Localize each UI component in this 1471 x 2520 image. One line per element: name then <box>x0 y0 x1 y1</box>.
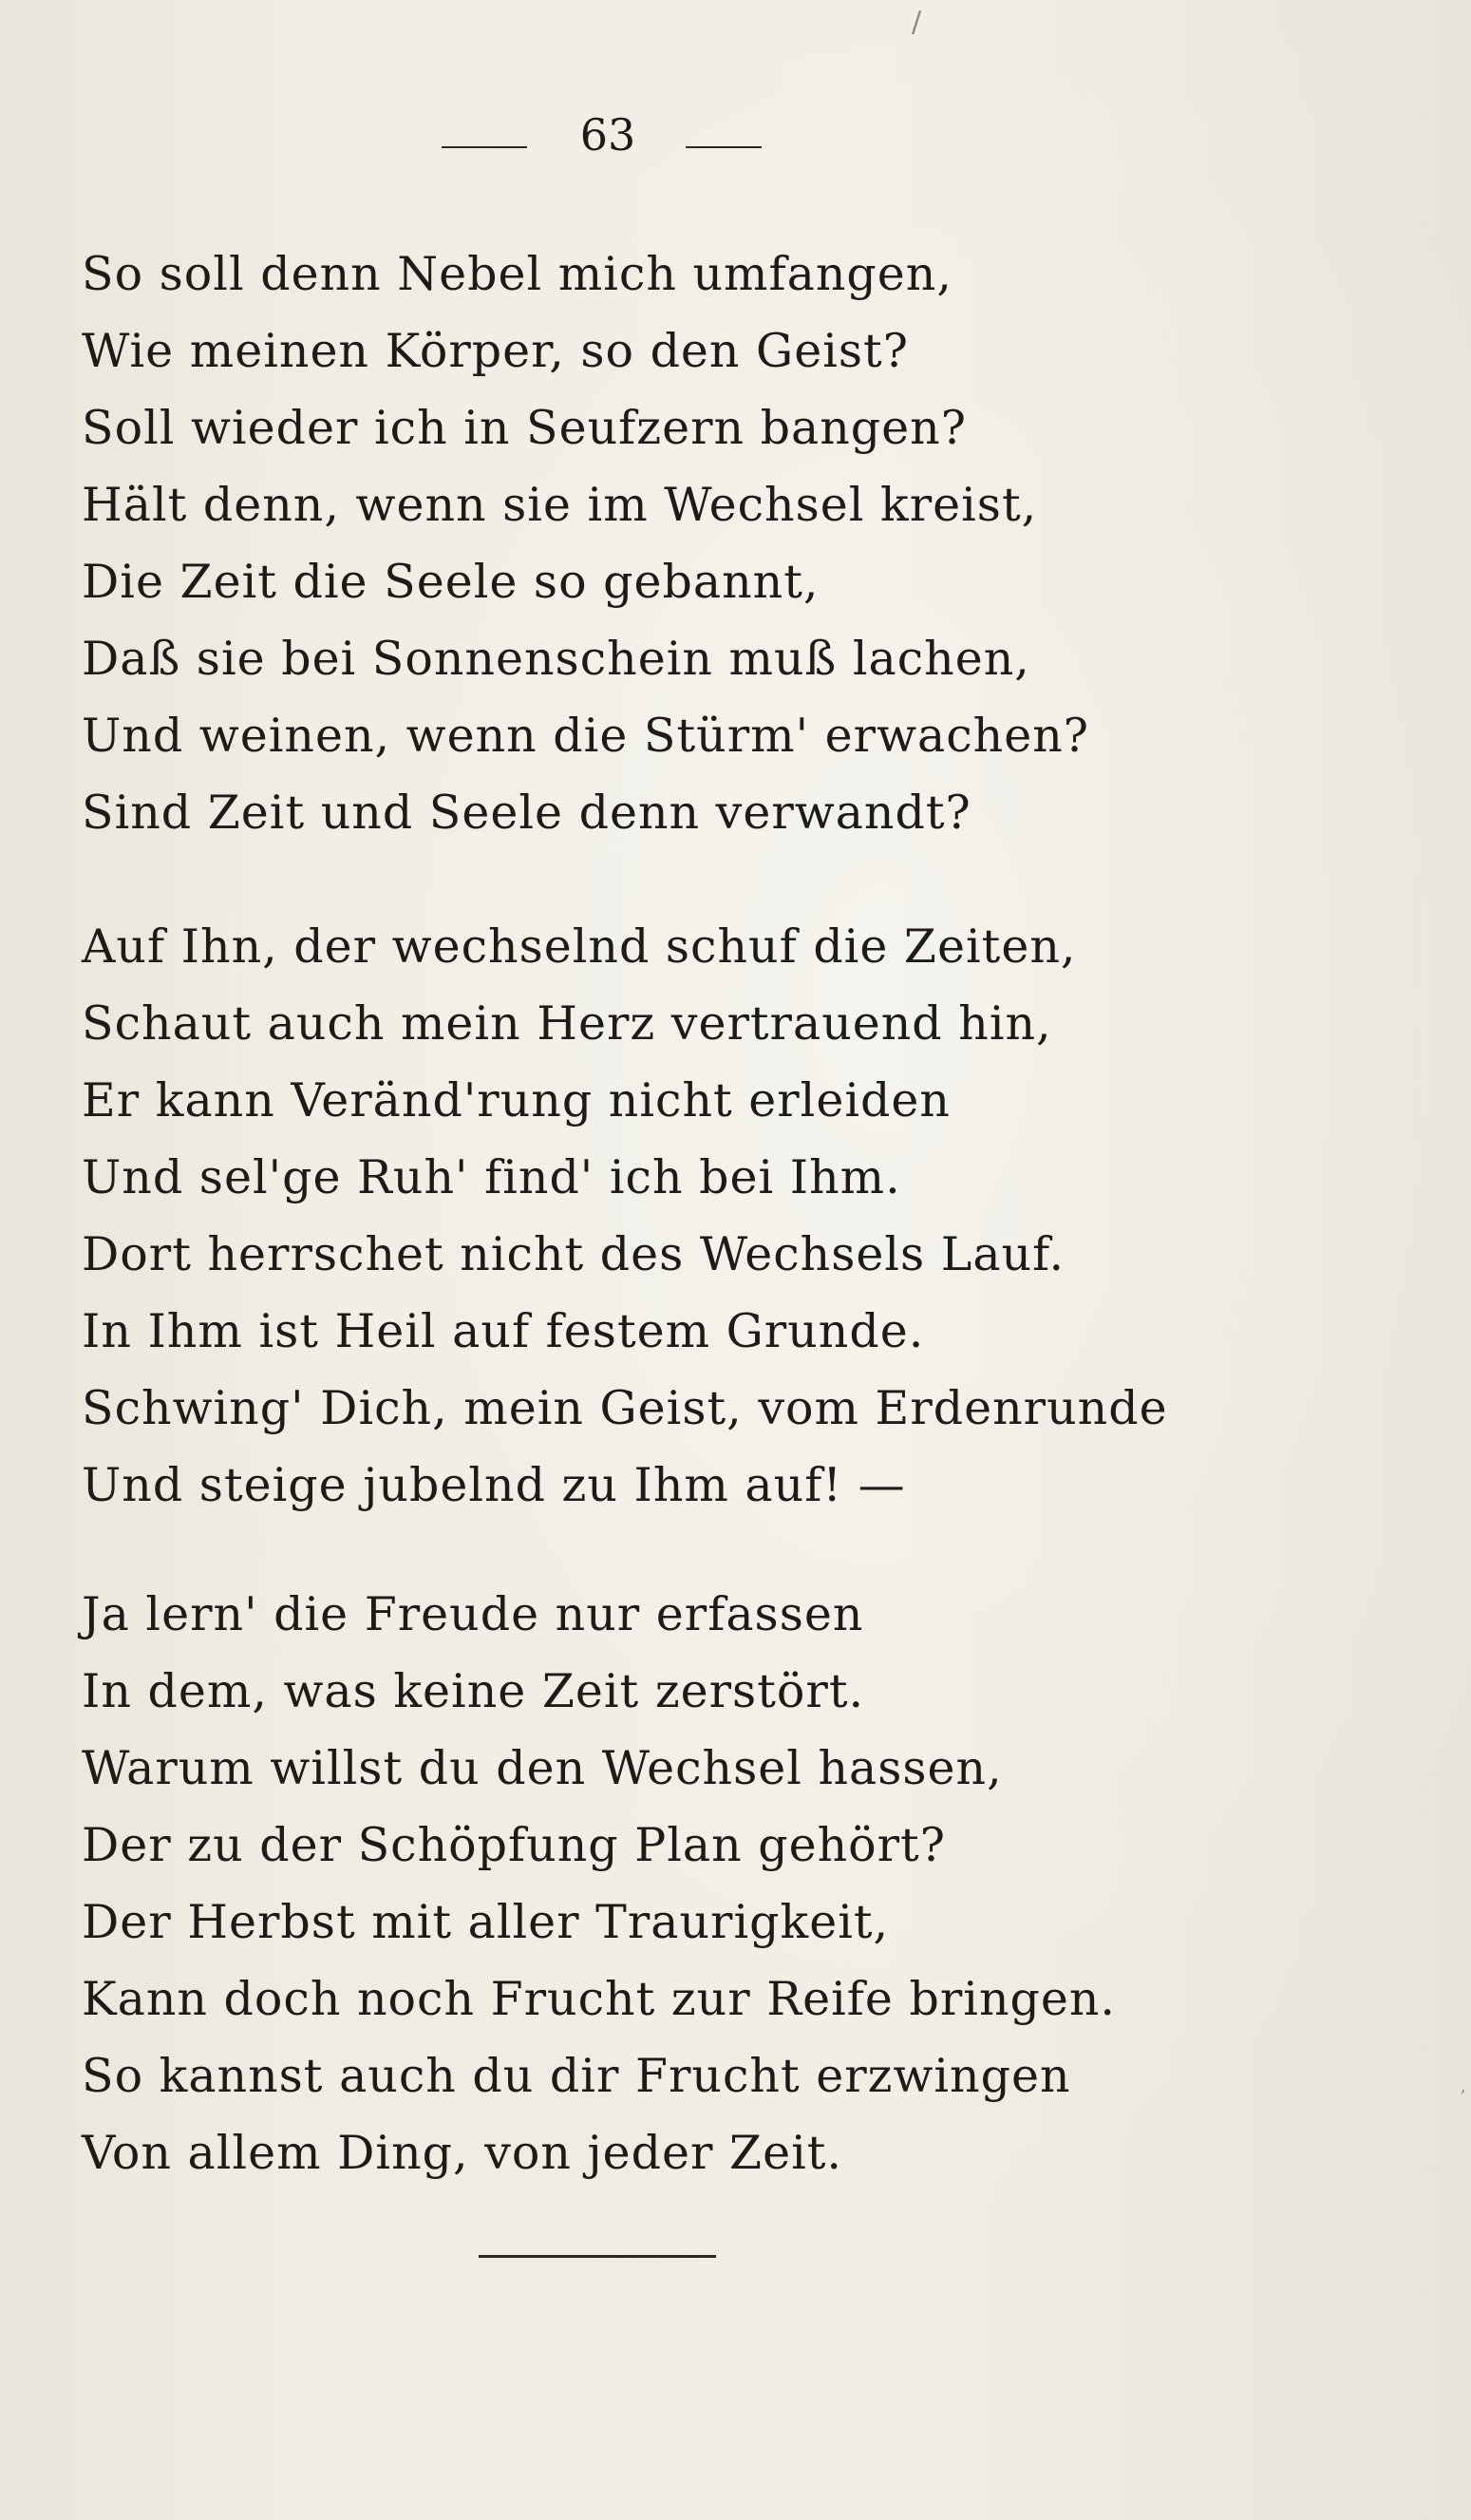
end-rule <box>479 2255 716 2258</box>
verse-line: Die Zeit die Seele so gebannt, <box>82 555 820 609</box>
stanza-3 <box>82 1576 1155 2191</box>
verse-line: Und steige jubelnd zu Ihm auf! — <box>82 1458 906 1512</box>
page-header <box>0 106 1471 163</box>
stanza-2 <box>82 908 1168 1524</box>
verse-line: Wie meinen Körper, so den Geist? <box>82 324 909 378</box>
verse-line: Daß sie bei Sonnenschein muß lachen, <box>82 632 1030 686</box>
pencil-mark: / <box>912 6 922 39</box>
verse-line: Warum willst du den Wechsel hassen, <box>82 1741 1003 1795</box>
verse-line: So kannst auch du dir Frucht erzwingen <box>82 2049 1071 2103</box>
verse-line: Und weinen, wenn die Stürm' erwachen? <box>82 709 1090 763</box>
verse-line: Sind Zeit und Seele denn verwandt? <box>82 786 971 840</box>
stanza-1 <box>82 236 1155 851</box>
verse-line: Auf Ihn, der wechselnd schuf die Zeiten, <box>82 919 1077 974</box>
verse-line: Er kann Veränd'rung nicht erleiden <box>82 1073 951 1127</box>
verse-line: Hält denn, wenn sie im Wechsel kreist, <box>82 478 1038 532</box>
verse-line: In Ihm ist Heil auf festem Grunde. <box>82 1304 925 1358</box>
verse-line: Ja lern' die Freude nur erfassen <box>82 1587 864 1641</box>
verse-line: Und sel'ge Ruh' find' ich bei Ihm. <box>82 1150 901 1204</box>
page-number: 63 <box>579 109 636 161</box>
header-dash-right <box>686 146 762 148</box>
verse-line: Der Herbst mit aller Traurigkeit, <box>82 1895 890 1949</box>
verse-line: Soll wieder ich in Seufzern bangen? <box>82 401 967 455</box>
verse-line: Dort herrschet nicht des Wechsels Lauf. <box>82 1227 1066 1281</box>
header-dash-left <box>442 146 527 148</box>
verse-line: So soll denn Nebel mich umfangen, <box>82 247 952 301</box>
verse-line: Schaut auch mein Herz vertrauend hin, <box>82 996 1052 1051</box>
margin-mark: , <box>1461 2076 1466 2096</box>
verse-line: Schwing' Dich, mein Geist, vom Erdenrunde <box>82 1381 1168 1435</box>
verse-line: Kann doch noch Frucht zur Reife bringen. <box>82 1972 1117 2026</box>
verse-line: Der zu der Schöpfung Plan gehört? <box>82 1818 947 1872</box>
verse-line: Von allem Ding, von jeder Zeit. <box>82 2126 843 2180</box>
verse-line: In dem, was keine Zeit zerstört. <box>82 1664 865 1718</box>
